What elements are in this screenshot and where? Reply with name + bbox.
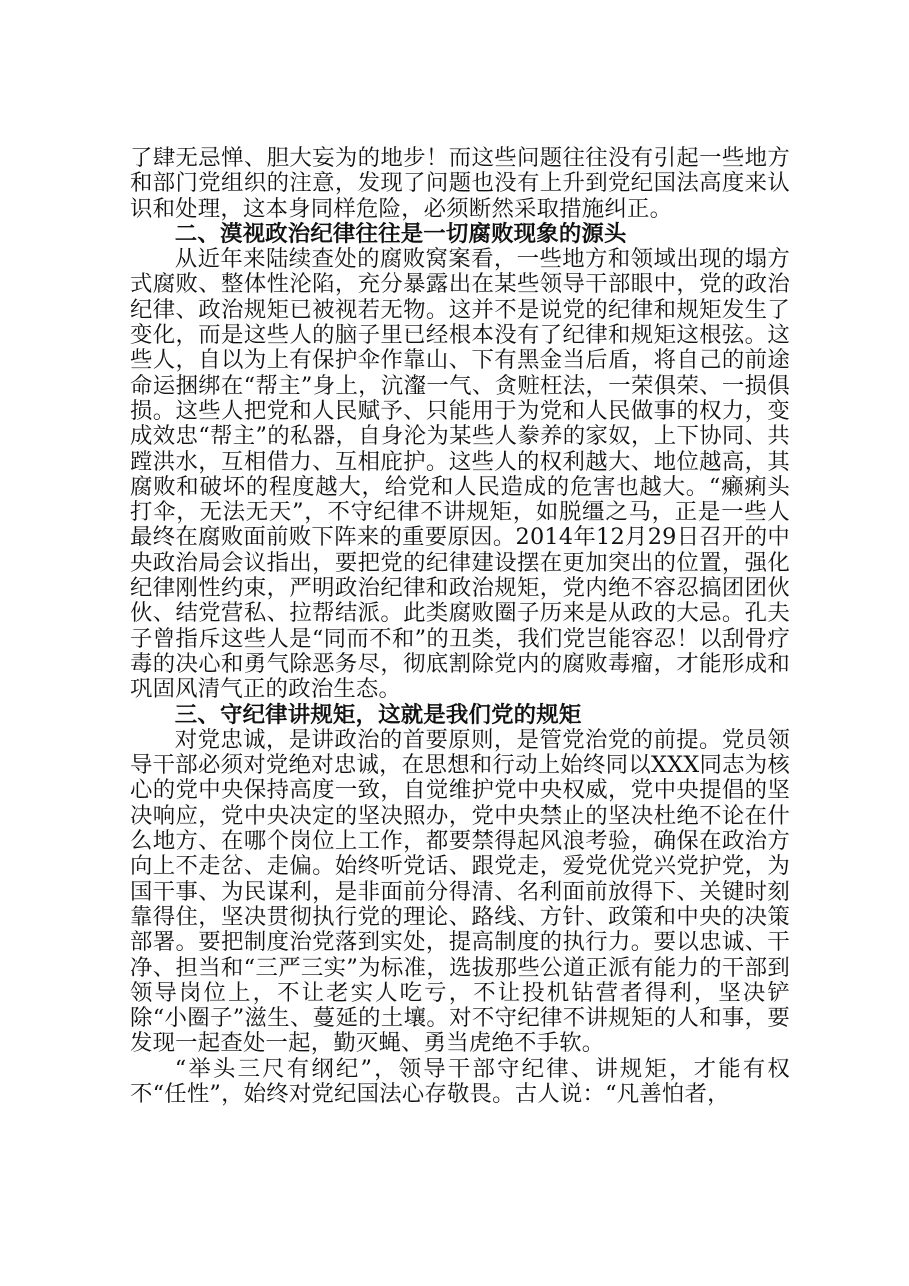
paragraph-section-two-body: 从近年来陆续查处的腐败窝案看，一些地方和领域出现的塌方式腐败、整体性沦陷，充分暴露出在某些领导干部眼中，党的政治纪律、政治规矩已被视若无物。这并不是说党的纪律和规矩发生了变化，而是这些人的脑子里已经根本没有了纪律和规矩这根弦。这些人，自以为上有保护伞作靠山、下有黑金当后盾，将自己的前途命运捆绑在“帮主”身上，沆瀣一气、贪赃枉法，一荣俱荣、一损俱损。这些人把党和人民赋予、只能用于为党和人民做事的权力，变成效忠“帮主”的私器，自身沦为某些人豢养的家奴，上下协同、共蹚洪水，互相借力、互相庇护。这些人的权利越大、地位越高，其腐败和破坏的程度越大，给党和人民造成的危害也越大。“癞痢头打伞，无法无天”，不守纪律不讲规矩，如脱缰之马，正是一些人最终在腐败面前败下阵来的重要原因。2014年12月29日召开的中央政治局会议指出，要把党的纪律建设摆在更加突出的位置，强化纪律刚性约束，严明政治纪律和政治规矩，党内绝不容忍搞团团伙伙、结党营私、拉帮结派。此类腐败圈子历来是从政的大忌。孔夫子曾指斥这些人是“同而不和”的丑类，我们党岂能容忍！以刮骨疗毒的决心和勇气除恶务尽，彻底割除党内的腐败毒瘤，才能形成和巩固风清气正的政治生态。 bbox=[130, 246, 790, 703]
paragraph-closing-fragment: “举头三尺有纲纪”，领导干部守纪律、讲规矩，才能有权不“任性”，始终对党纪国法心存敬畏。古人说：“凡善怕者， bbox=[130, 1055, 790, 1107]
paragraph-intro-continuation: 了肆无忌惮、胆大妄为的地步！而这些问题往往没有引起一些地方和部门党组织的注意，发现了问题也没有上升到党纪国法高度来认识和处理，这本身同样危险，必须断然采取措施纠正。 bbox=[130, 145, 790, 222]
document-page bbox=[130, 146, 790, 1107]
section-heading-two: 二、漠视政治纪律往往是一切腐败现象的源头 bbox=[174, 220, 627, 247]
paragraph-section-three-body: 对党忠诚，是讲政治的首要原则，是管党治党的前提。党员领导干部必须对党绝对忠诚，在思想和行动上始终同以XXX同志为核心的党中央保持高度一致，自觉维护党中央权威，党中央提倡的坚决响应，党中央决定的坚决照办，党中央禁止的坚决杜绝不论在什么地方、在哪个岗位上工作，都要禁得起风浪考验，确保在政治方向上不走岔、走偏。始终听党话、跟党走，爱党优党兴党护党，为国干事、为民谋利，是非面前分得清、名利面前放得下、关键时刻靠得住，坚决贯彻执行党的理论、路线、方针、政策和中央的决策部署。要把制度治党落到实处，提高制度的执行力。要以忠诚、干净、担当和“三严三实”为标准，选拔那些公道正派有能力的干部到领导岗位上，不让老实人吃亏，不让投机钻营者得利，坚决铲除“小圈子”滋生、蔓延的土壤。对不守纪律不讲规矩的人和事，要发现一起查处一起，勤灭蝇、勇当虎绝不手软。 bbox=[130, 726, 790, 1057]
section-heading-three: 三、守纪律讲规矩，这就是我们党的规矩 bbox=[174, 701, 582, 728]
